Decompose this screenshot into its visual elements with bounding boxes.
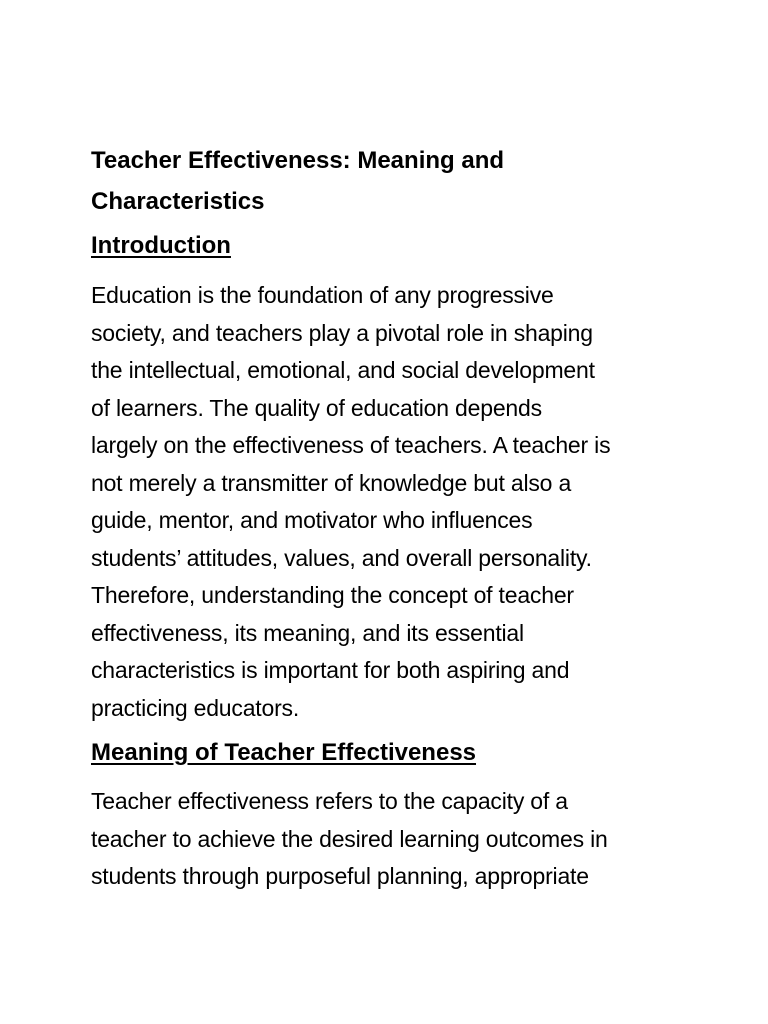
meaning-heading: Meaning of Teacher Effectiveness bbox=[91, 739, 477, 766]
paragraph-line: students’ attitudes, values, and overall personality. bbox=[91, 544, 592, 571]
paragraph-line: Therefore, understanding the concept of teacher bbox=[91, 582, 574, 608]
meaning-paragraph bbox=[91, 783, 691, 896]
paragraph-line: not merely a transmitter of knowledge but also a bbox=[91, 469, 572, 496]
paragraph-line: practicing educators. bbox=[91, 694, 300, 721]
introduction-heading: Introduction bbox=[91, 232, 231, 259]
paragraph-line: characteristics is important for both aspiring and bbox=[91, 657, 570, 683]
title-line: Characteristics bbox=[91, 188, 265, 215]
paragraph-line: teacher to achieve the desired learning outcomes in bbox=[91, 825, 608, 852]
paragraph-line: Education is the foundation of any progressive bbox=[91, 282, 554, 308]
document-title bbox=[91, 140, 691, 222]
title-line: Teacher Effectiveness: Meaning and bbox=[91, 147, 505, 174]
paragraph-line: Teacher effectiveness refers to the capacity of a bbox=[91, 788, 568, 814]
paragraph-line: students through purposeful planning, appropriate bbox=[91, 863, 589, 889]
document-body bbox=[91, 140, 691, 896]
paragraph-line: society, and teachers play a pivotal role in shaping bbox=[91, 319, 593, 346]
paragraph-line: guide, mentor, and motivator who influences bbox=[91, 507, 533, 533]
paragraph-line: effectiveness, its meaning, and its essential bbox=[91, 619, 524, 646]
paragraph-line: of learners. The quality of education depends bbox=[91, 394, 542, 421]
introduction-paragraph bbox=[91, 277, 691, 727]
paragraph-line: the intellectual, emotional, and social development bbox=[91, 357, 595, 383]
paragraph-line: largely on the effectiveness of teachers. A teacher is bbox=[91, 432, 611, 458]
